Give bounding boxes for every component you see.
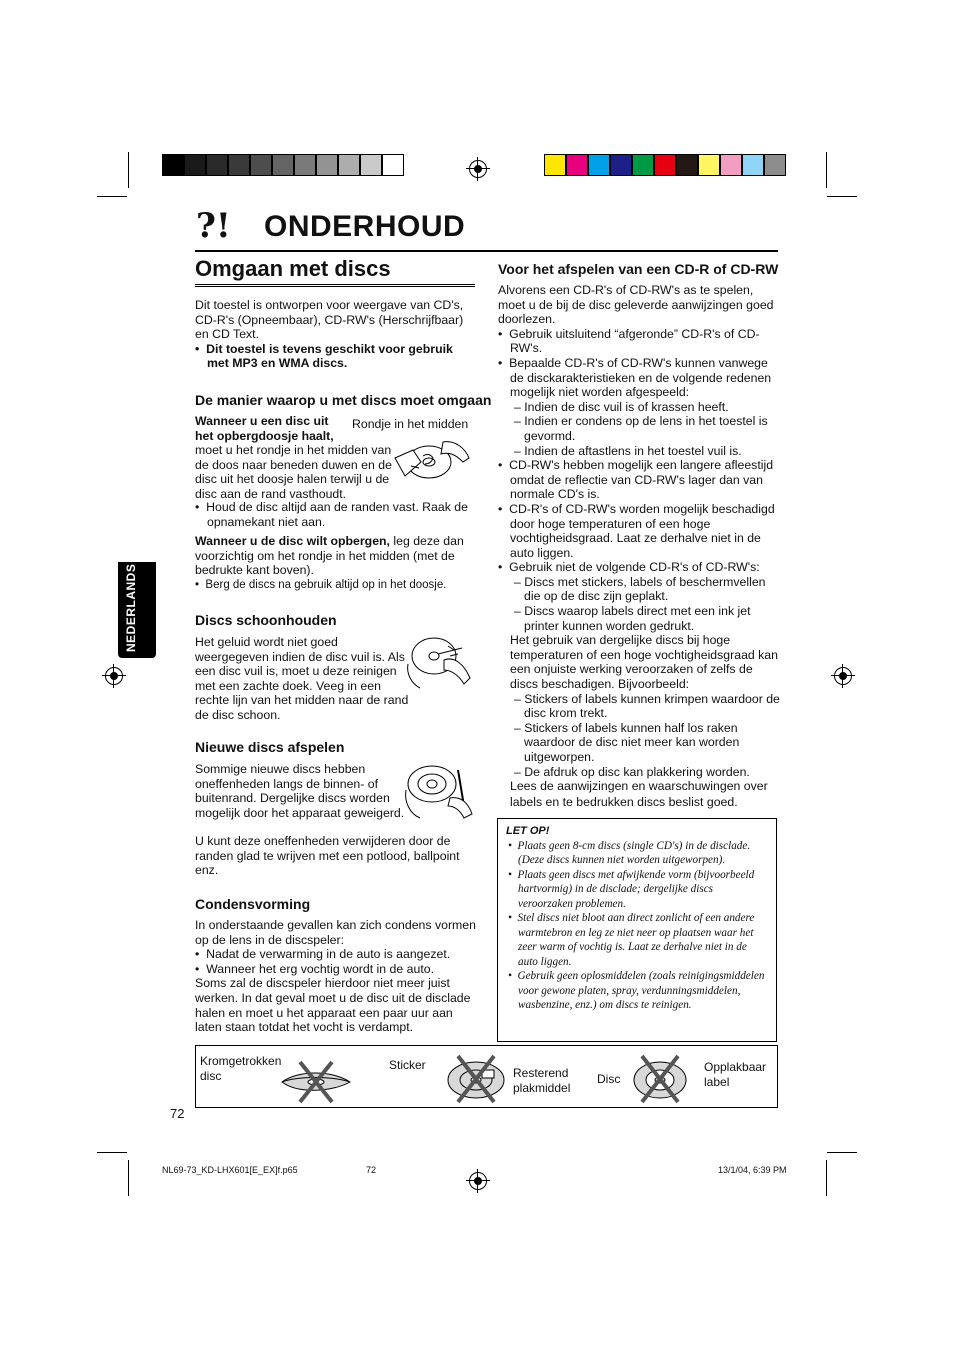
cdr-text xyxy=(498,283,780,810)
cdr-bullet-5-dash-3: – Stickers of labels kunnen krimpen waardoor de disc krom trekt. xyxy=(514,691,780,721)
handling-p1-rest: moet u het rondje in het midden van de doos naar beneden duwen en de disc uit het doosje halen terwijl u de disc aan de rand vasthoudt. xyxy=(195,443,392,501)
calibration-swatch xyxy=(360,154,382,176)
cdr-bullet-1: • Gebruik uitsluitend “afgeronde” CD-R's of CD-RW's. xyxy=(498,326,760,356)
condens-heading: Condensvorming xyxy=(195,896,311,912)
handling-p2-rest: leg deze dan voorzichtig om het rondje in het midden (met de bedrukte kant boven). xyxy=(195,534,464,578)
intro-paragraph: Dit toestel is ontworpen voor weergave van CD's, CD-R's (Opneembaar), CD-RW's (Herschrijfbaar) en CD Text. xyxy=(195,298,464,342)
caution-item: • Gebruik geen oplosmiddelen (zoals reinigingsmiddelen voor gewone platen, spray, verdunningsmiddelen, wasbenzine, enz.) om discs te reinigen. xyxy=(508,970,765,1011)
calibration-swatch xyxy=(698,154,720,176)
crop-mark xyxy=(97,1152,127,1153)
caution-box xyxy=(497,818,777,1042)
calibration-swatch xyxy=(742,154,764,176)
warped-disc-icon xyxy=(278,1056,354,1104)
registration-mark-icon xyxy=(834,667,852,685)
crop-mark xyxy=(826,1160,827,1196)
clean-heading: Discs schoonhouden xyxy=(195,612,337,628)
handling-bullet-1: • Houd de disc altijd aan de randen vast. Raak de opnamekant niet aan. xyxy=(195,500,468,529)
new-discs-heading: Nieuwe discs afspelen xyxy=(195,739,345,755)
cdr-bullet-2-dash-1: – Indien de disc vuil is of krassen heeft. xyxy=(514,399,729,414)
calibration-swatch xyxy=(316,154,338,176)
handling-text xyxy=(195,414,477,502)
crop-mark xyxy=(128,152,129,188)
handling-bullet-2: • Berg de discs na gebruik altijd op in het doosje. xyxy=(195,578,447,591)
registration-mark-icon xyxy=(105,667,123,685)
disc-cleaning-illustration xyxy=(404,634,478,692)
caution-item: • Plaats geen discs met afwijkende vorm (bijvoorbeeld hartvormig) in de disclade; dergelijke discs veroorzaken problemen. xyxy=(508,868,755,910)
calibration-swatch xyxy=(162,154,184,176)
calibration-swatch xyxy=(610,154,632,176)
cdr-bullet-5-dash-4: – Stickers of labels kunnen half los raken waardoor de disc niet meer kan worden uitgeworpen. xyxy=(514,720,740,764)
cdr-bullet-4: • CD-R's of CD-RW's worden mogelijk beschadigd door hoge temperaturen of een hoge vochtigheidsgraad. Laat ze derhalve niet in de auto liggen. xyxy=(498,501,775,560)
intro-text xyxy=(195,298,477,371)
cdr-bullet-2: • Bepaalde CD-R's of CD-RW's kunnen vanwege de disckarakteristieken en de volgende redenen mogelijk niet worden afgespeeld: xyxy=(498,355,772,400)
figure-label-warped: Kromgetrokken disc xyxy=(200,1054,282,1083)
figure-label-residue: Resterend plakmiddel xyxy=(513,1066,571,1095)
footer-page: 72 xyxy=(366,1165,377,1175)
condens-bullet-2: • Wanneer het erg vochtig wordt in de auto. xyxy=(195,961,434,976)
calibration-swatch xyxy=(544,154,566,176)
calibration-swatch xyxy=(338,154,360,176)
calibration-swatch xyxy=(250,154,272,176)
figure-label-disc: Disc xyxy=(597,1072,621,1086)
footer-date: 13/1/04, 6:39 PM xyxy=(718,1165,787,1175)
calibration-swatch xyxy=(676,154,698,176)
calibration-swatch xyxy=(764,154,786,176)
condens-bullet-1: • Nadat de verwarming in de auto is aangezet. xyxy=(195,947,451,962)
clean-text: Het geluid wordt niet goed weergegeven indien de disc vuil is. Als een disc vuil is, moet u deze reinigen met een zachte doek. Veeg in een rechte lijn van het midden naar de rand de disc schoon. xyxy=(195,635,409,722)
language-side-tab xyxy=(118,562,156,658)
calibration-swatch xyxy=(272,154,294,176)
caution-item: • Plaats geen 8-cm discs (single CD's) in de disclade. (Deze discs kunnen niet worden uitgeworpen). xyxy=(508,839,751,866)
cdr-bullet-5-end: Lees de aanwijzingen en waarschuwingen over labels en te bedrukken discs beslist goed. xyxy=(510,779,768,809)
calibration-swatch xyxy=(184,154,206,176)
cdr-bullet-5-dash-2: – Discs waarop labels direct met een ink jet printer kunnen worden gedrukt. xyxy=(514,604,751,633)
cdr-bullet-5-dash-1: – Discs met stickers, labels of beschermvellen die op de disc zijn geplakt. xyxy=(514,574,766,604)
cdr-bullet-5: • Gebruik niet de volgende CD-R's of CD-RW's: xyxy=(498,560,760,575)
crop-mark xyxy=(826,152,827,188)
calibration-swatch xyxy=(294,154,316,176)
calibration-swatch xyxy=(720,154,742,176)
crop-mark xyxy=(827,1152,857,1153)
handling-fig-label: Rondje in het midden xyxy=(352,417,469,431)
handling-p2-bold: Wanneer u de disc wilt opbergen, xyxy=(195,534,390,549)
section-rule xyxy=(195,286,475,287)
registration-mark-icon xyxy=(469,1172,487,1190)
new-discs-text-2: U kunt deze oneffenheden verwijderen door de randen glad te wrijven met een potlood, ballpoint enz. xyxy=(195,834,460,878)
cdr-bullet-2-dash-3: – Indien de aftastlens in het toestel vuil is. xyxy=(514,443,742,458)
cdr-bullet-5-text: Het gebruik van dergelijke discs bij hoge temperaturen of een hoge vochtigheidsgraad kan een onjuiste werking veroorzaken of zelfs de discs beschadigen. Bijvoorbeeld: xyxy=(510,633,778,692)
caution-heading: LET OP! xyxy=(506,825,550,837)
cdr-heading: Voor het afspelen van een CD-R of CD-RW xyxy=(498,261,779,277)
crop-mark xyxy=(128,1160,129,1196)
section-rule xyxy=(195,284,475,285)
side-tab-label: NEDERLANDS xyxy=(124,563,138,652)
calibration-swatch xyxy=(206,154,228,176)
handling-heading: De manier waarop u met discs moet omgaan xyxy=(195,392,492,408)
cdr-bullet-2-dash-2: – Indien er condens op de lens in het toestel is gevormd. xyxy=(514,414,768,443)
color-calibration-bars xyxy=(544,154,786,176)
cdr-bullet-5-dash-5: – De afdruk op disc kan plakkering worden. xyxy=(514,764,750,779)
calibration-swatch xyxy=(588,154,610,176)
calibration-swatch xyxy=(632,154,654,176)
calibration-swatch xyxy=(382,154,404,176)
condens-intro: In onderstaande gevallen kan zich condens vormen op de lens in de discspeler: xyxy=(195,918,476,947)
calibration-swatch xyxy=(654,154,676,176)
figure-label-label: Opplakbaar label xyxy=(704,1060,767,1089)
registration-mark-icon xyxy=(469,160,487,178)
label-disc-icon xyxy=(624,1052,694,1104)
caution-item: • Stel discs niet bloot aan direct zonlicht of een andere warmtebron en leg ze niet neer op plaatsen waar het zeer warm of vochtig is. Laat ze derhalve niet in de auto liggen. xyxy=(508,912,755,968)
page-title: ONDERHOUD xyxy=(264,210,466,243)
footer-file: NL69-73_KD-LHX601[E_EX]f.p65 xyxy=(162,1165,298,1175)
handling-p1-bold: Wanneer u een disc uit het opbergdoosje haalt, xyxy=(195,414,334,443)
condens-text xyxy=(195,918,477,1035)
section-title: Omgaan met discs xyxy=(195,256,391,281)
title-rule xyxy=(195,250,778,252)
new-discs-text-1: Sommige nieuwe discs hebben oneffenheden langs de binnen- of buitenrand. Dergelijke discs worden mogelijk door het apparaat geweigerd. xyxy=(195,762,405,820)
crop-mark xyxy=(97,196,127,197)
unusable-discs-figure xyxy=(195,1045,778,1108)
calibration-swatch xyxy=(566,154,588,176)
condens-text-2: Soms zal de discspeler hierdoor niet meer juist werken. In dat geval moet u de disc uit de disclade halen en moet u het apparaat een paar uur aan laten staan totdat het vocht is verdampt. xyxy=(195,976,471,1035)
figure-label-sticker: Sticker xyxy=(389,1058,426,1072)
crop-mark xyxy=(827,196,857,197)
sticker-disc-icon xyxy=(442,1052,512,1104)
cdr-bullet-3: • CD-RW's hebben mogelijk een langere afleestijd omdat de reflectie van CD-RW's lager dan van normale CD's is. xyxy=(498,458,774,502)
page-number: 72 xyxy=(170,1106,185,1121)
question-exclamation-icon: ?! xyxy=(196,206,231,246)
handling-bullets xyxy=(195,500,477,593)
calibration-swatch xyxy=(228,154,250,176)
gray-calibration-bars xyxy=(162,154,404,176)
disc-pencil-illustration xyxy=(402,762,478,822)
intro-bullet: • Dit toestel is tevens geschikt voor gebruik met MP3 en WMA discs. xyxy=(195,341,453,371)
cdr-intro: Alvorens een CD-R's of CD-RW's as te spelen, moet u de bij de disc geleverde aanwijzingen goed doorlezen. xyxy=(498,283,774,327)
